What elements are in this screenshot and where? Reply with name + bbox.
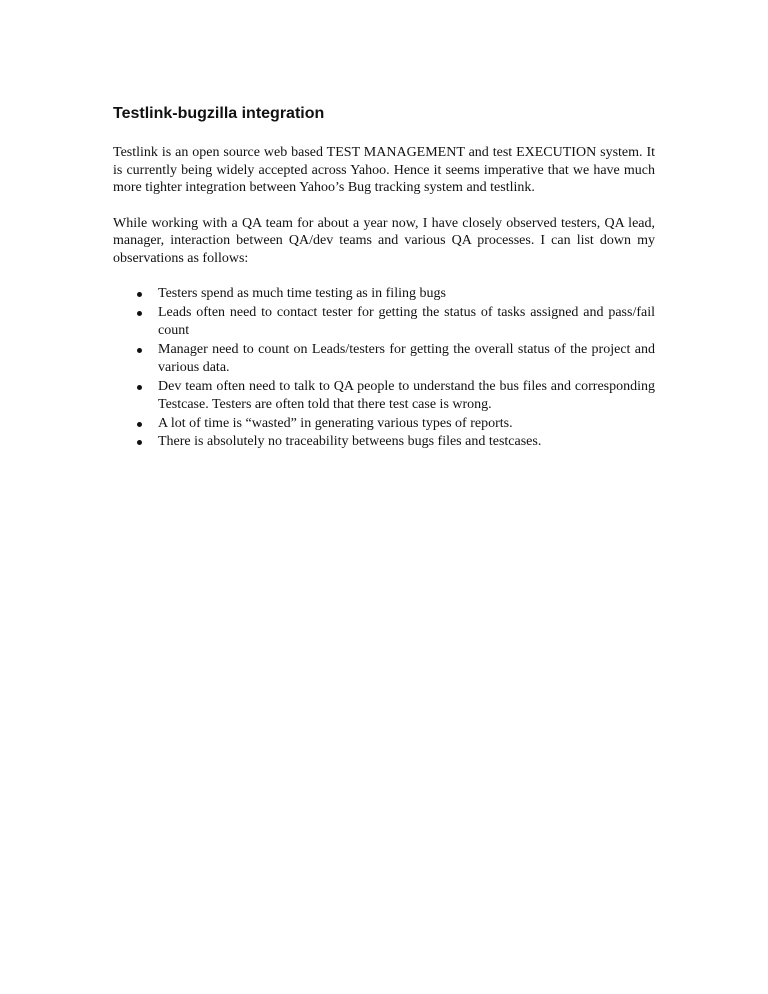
document-body (113, 104, 655, 452)
document-title: Testlink-bugzilla integration (113, 105, 325, 122)
list-item (113, 304, 655, 341)
list-item-text: Dev team often need to talk to QA people to understand the bus files and corresponding Testcase. Testers are often told that there test case is wrong. (158, 378, 655, 412)
list-item-text: Leads often need to contact tester for getting the status of tasks assigned and pass/fail count (158, 304, 655, 338)
bullet-icon (137, 422, 142, 427)
bullet-icon (137, 292, 142, 297)
list-item (113, 415, 655, 434)
observations-paragraph: While working with a QA team for about a year now, I have closely observed testers, QA lead, manager, interaction between QA/dev teams and various QA processes. I can list down my observations as follows: (113, 215, 655, 266)
list-item (113, 285, 655, 304)
list-item-text: Manager need to count on Leads/testers for getting the overall status of the project and various data. (158, 341, 655, 375)
bullet-icon (137, 385, 142, 390)
list-item (113, 433, 655, 452)
bullet-icon (137, 440, 142, 445)
list-item-text: Testers spend as much time testing as in filing bugs (158, 286, 446, 301)
list-item (113, 341, 655, 378)
bullet-icon (137, 311, 142, 316)
intro-paragraph: Testlink is an open source web based TEST MANAGEMENT and test EXECUTION system. It is currently being widely accepted across Yahoo. Hence it seems imperative that we have much more tighter integration between Yahoo’s Bug tracking system and testlink. (113, 145, 655, 195)
list-item (113, 378, 655, 415)
bullet-icon (137, 348, 142, 353)
list-item-text: There is absolutely no traceability betweens bugs files and testcases. (158, 434, 542, 449)
observations-list (113, 285, 655, 452)
list-item-text: A lot of time is “wasted” in generating various types of reports. (158, 415, 513, 431)
